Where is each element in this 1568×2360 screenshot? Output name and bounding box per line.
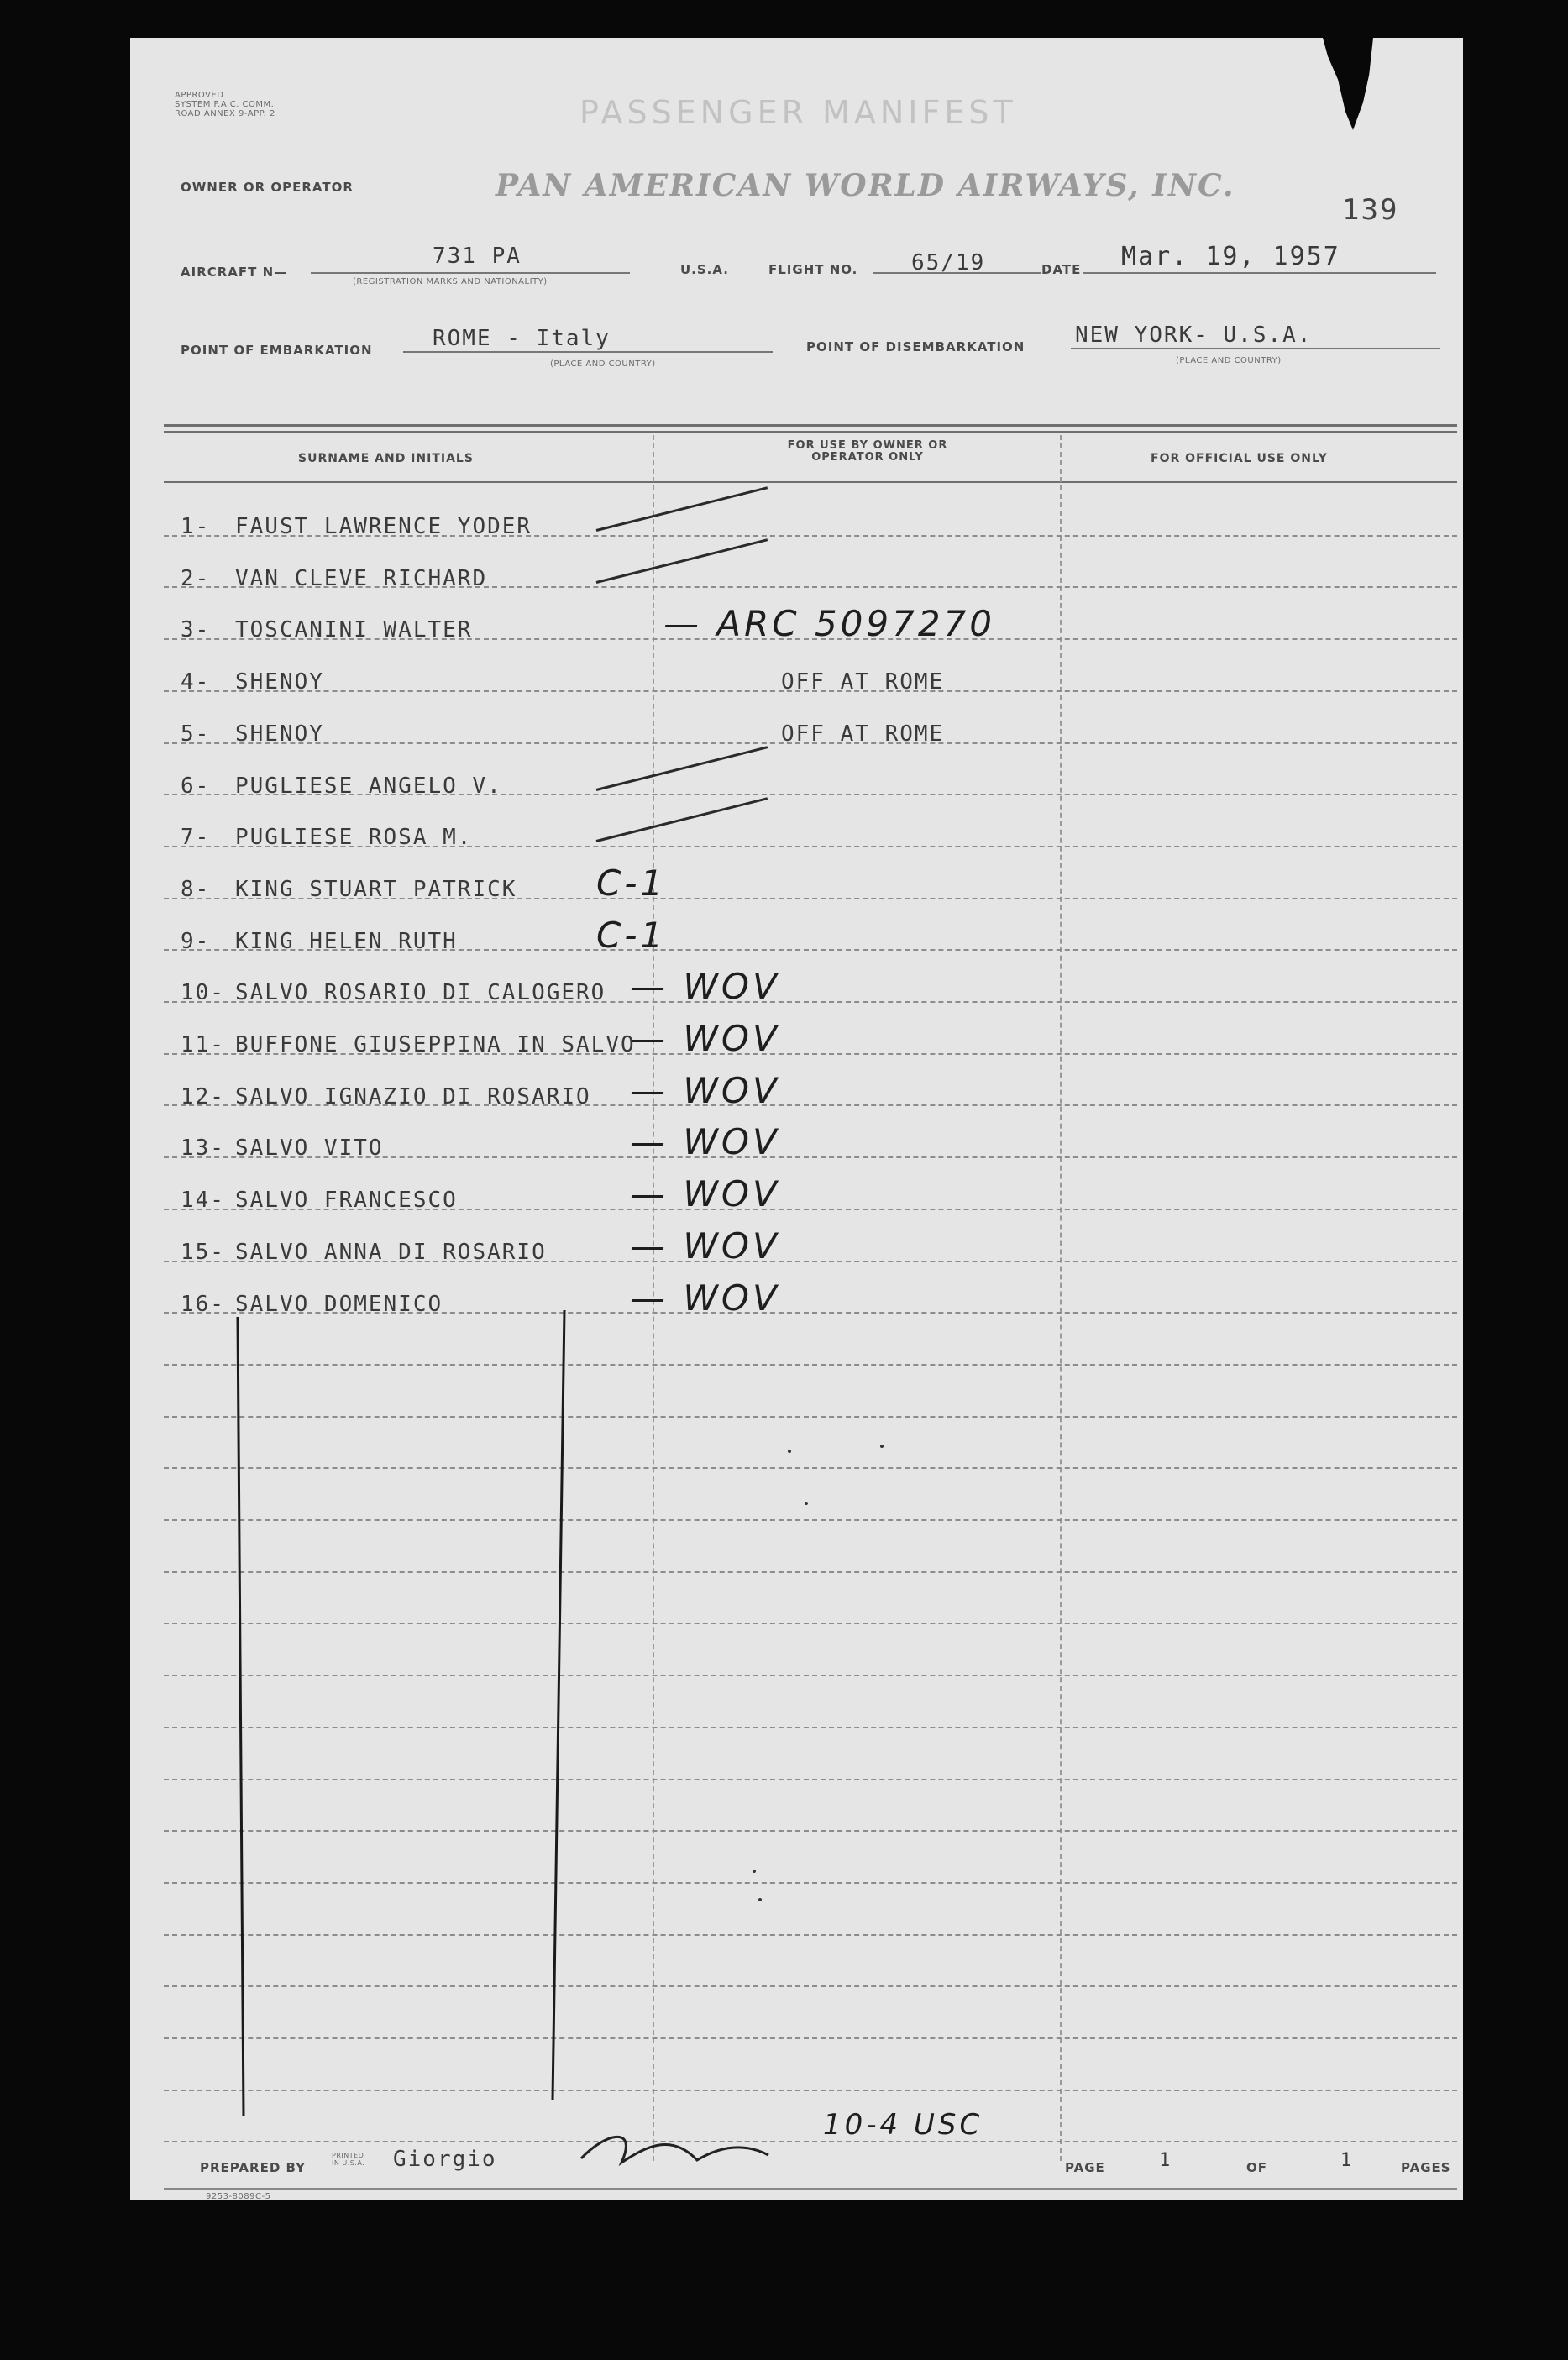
passenger-name: FAUST LAWRENCE YODER	[235, 514, 532, 539]
header-rule-bottom	[164, 481, 1457, 483]
handwritten-note: — WOV	[630, 1070, 780, 1111]
ruled-line	[164, 1467, 1457, 1469]
of-label: OF	[1246, 2160, 1267, 2175]
passenger-name: KING HELEN RUTH	[235, 929, 458, 954]
passenger-number: 7-	[181, 825, 211, 850]
disembark-sub: (PLACE AND COUNTRY)	[1176, 356, 1282, 365]
passenger-number: 10-	[181, 980, 225, 1005]
passenger-row	[160, 548, 1461, 600]
passenger-number: 2-	[181, 566, 211, 591]
passenger-row	[160, 651, 1461, 703]
col-surname-header: SURNAME AND INITIALS	[298, 452, 474, 465]
passenger-number: 1-	[181, 514, 211, 539]
handwritten-note: — WOV	[630, 1225, 780, 1267]
ruled-line	[164, 2090, 1457, 2091]
ruled-line	[164, 1934, 1457, 1936]
flight-label: FLIGHT NO.	[768, 262, 858, 277]
handwritten-note: — WOV	[630, 1018, 780, 1059]
passenger-number: 3-	[181, 617, 211, 642]
owner-value: PAN AMERICAN WORLD AIRWAYS, INC.	[496, 168, 1235, 203]
prepared-value: Giorgio	[393, 2147, 497, 2172]
aircraft-sub: (REGISTRATION MARKS AND NATIONALITY)	[353, 277, 548, 286]
passenger-row	[160, 599, 1461, 651]
passenger-number: 6-	[181, 774, 211, 799]
handwritten-note: C-1	[596, 915, 667, 956]
regulation-note-line: SYSTEM F.A.C. COMM.	[175, 100, 275, 109]
passenger-row	[160, 1221, 1461, 1273]
passenger-name: SHENOY	[235, 669, 324, 695]
disembark-label: POINT OF DISEMBARKATION	[806, 339, 1025, 354]
header-rule-top-2	[164, 431, 1457, 433]
embark-value: ROME - Italy	[433, 326, 611, 351]
footer-rule	[164, 2188, 1457, 2190]
usa-label: U.S.A.	[680, 262, 729, 277]
passenger-row	[160, 1169, 1461, 1221]
form-title: PASSENGER MANIFEST	[579, 94, 1017, 131]
passenger-row	[160, 755, 1461, 807]
passenger-row	[160, 962, 1461, 1014]
owner-label: OWNER OR OPERATOR	[181, 180, 354, 195]
regulation-note	[175, 91, 275, 118]
aircraft-value: 731 PA	[433, 244, 522, 269]
regulation-note-line: APPROVED	[175, 91, 224, 100]
ruled-line	[164, 1416, 1457, 1418]
pages-label: PAGES	[1401, 2160, 1451, 2175]
passenger-name: SALVO DOMENICO	[235, 1292, 443, 1317]
passenger-name: PUGLIESE ROSA M.	[235, 825, 473, 850]
passenger-row	[160, 858, 1461, 910]
passenger-name: SALVO ROSARIO DI CALOGERO	[235, 980, 606, 1005]
regulation-note-line: ROAD ANNEX 9-APP. 2	[175, 109, 275, 118]
date-label: DATE	[1041, 262, 1082, 277]
page-label: PAGE	[1065, 2160, 1105, 2175]
prepared-label: PREPARED BY	[200, 2160, 306, 2175]
col-owner-header: FOR USE BY OWNER OR OPERATOR ONLY	[787, 439, 948, 464]
handwritten-note: — WOV	[630, 1121, 780, 1162]
passenger-name: SALVO ANNA DI ROSARIO	[235, 1240, 547, 1265]
signature-note: 10-4 USC	[823, 2108, 983, 2142]
passenger-name: SHENOY	[235, 721, 324, 747]
ruled-line	[164, 1519, 1457, 1521]
passenger-row	[160, 1014, 1461, 1066]
disembark-value: NEW YORK- U.S.A.	[1075, 323, 1313, 348]
passenger-number: 14-	[181, 1188, 225, 1213]
passenger-row	[160, 910, 1461, 962]
passenger-row	[160, 1117, 1461, 1169]
ruled-line	[164, 1985, 1457, 1987]
embark-sub: (PLACE AND COUNTRY)	[550, 359, 656, 369]
passenger-name: BUFFONE GIUSEPPINA IN SALVO	[235, 1032, 636, 1057]
ruled-line	[164, 1727, 1457, 1728]
passenger-row	[160, 1273, 1461, 1325]
passenger-name: SALVO VITO	[235, 1135, 384, 1161]
passenger-name: SALVO IGNAZIO DI ROSARIO	[235, 1084, 591, 1109]
passenger-name: TOSCANINI WALTER	[235, 617, 473, 642]
ruled-line	[164, 1779, 1457, 1780]
passenger-row	[160, 496, 1461, 548]
handwritten-note: — ARC 5097270	[663, 603, 995, 644]
col-official-header: FOR OFFICIAL USE ONLY	[1151, 452, 1328, 465]
ruled-line	[164, 1364, 1457, 1366]
handwritten-note: C-1	[596, 863, 667, 904]
aircraft-label: AIRCRAFT N—	[181, 265, 288, 280]
handwritten-note: — WOV	[630, 1277, 780, 1319]
printed-note: PRINTED IN U.S.A.	[332, 2152, 365, 2167]
passenger-number: 15-	[181, 1240, 225, 1265]
ruled-line	[164, 1830, 1457, 1832]
ruled-line	[164, 1623, 1457, 1624]
sheet-number: 139	[1342, 193, 1399, 227]
passenger-row	[160, 1066, 1461, 1118]
ruled-line	[164, 1571, 1457, 1573]
passenger-number: 12-	[181, 1084, 225, 1109]
flight-value: 65/19	[911, 250, 986, 275]
page-value: 1	[1159, 2150, 1172, 2171]
handwritten-note: — WOV	[630, 966, 780, 1007]
passenger-name: SALVO FRANCESCO	[235, 1188, 458, 1213]
passenger-number: 4-	[181, 669, 211, 695]
ruled-line	[164, 1675, 1457, 1676]
of-value: 1	[1340, 2150, 1354, 2171]
ruled-line	[164, 2141, 1457, 2142]
passenger-name: PUGLIESE ANGELO V.	[235, 774, 502, 799]
passenger-name: KING STUART PATRICK	[235, 877, 517, 902]
header-rule-top	[164, 424, 1457, 427]
passenger-number: 13-	[181, 1135, 225, 1161]
passenger-name: VAN CLEVE RICHARD	[235, 566, 488, 591]
ruled-line	[164, 1882, 1457, 1884]
passenger-number: 16-	[181, 1292, 225, 1317]
passenger-remark: OFF AT ROME	[781, 721, 945, 747]
passenger-number: 11-	[181, 1032, 225, 1057]
passenger-number: 9-	[181, 929, 211, 954]
passenger-row	[160, 806, 1461, 858]
passenger-number: 5-	[181, 721, 211, 747]
embark-label: POINT OF EMBARKATION	[181, 343, 373, 358]
date-value: Mar. 19, 1957	[1121, 242, 1340, 271]
passenger-row	[160, 703, 1461, 755]
passenger-remark: OFF AT ROME	[781, 669, 945, 695]
handwritten-note: — WOV	[630, 1173, 780, 1214]
form-code: 9253-8089C-5	[206, 2192, 271, 2201]
ruled-line	[164, 2037, 1457, 2039]
passenger-number: 8-	[181, 877, 211, 902]
